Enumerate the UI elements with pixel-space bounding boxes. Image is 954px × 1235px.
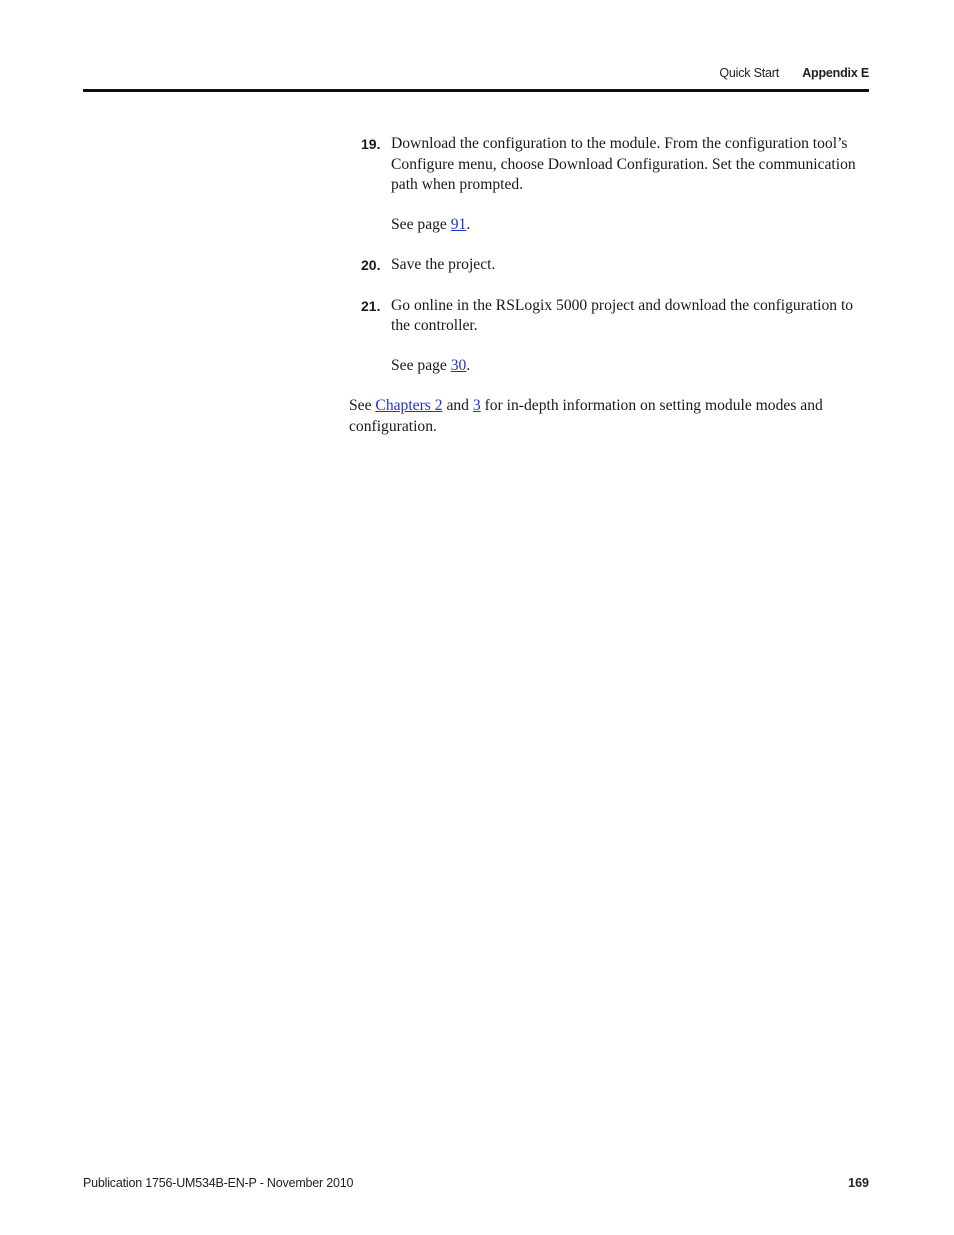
step-number: 19. — [361, 136, 381, 152]
step-21 — [349, 296, 869, 337]
note-suffix: . — [466, 215, 471, 233]
step-text: Save the project. — [391, 256, 496, 273]
note-prefix: See page — [391, 215, 451, 233]
step-text: Download the configuration to the module. From the configuration tool’s Configure menu, choose Download Configuration. Set the communication path when prompted. — [391, 135, 856, 193]
summary-paragraph — [349, 396, 869, 437]
step-19 — [349, 134, 869, 196]
step-number: 20. — [361, 257, 381, 273]
note-prefix: See page — [391, 356, 451, 374]
chapter-3-link[interactable]: 3 — [472, 397, 481, 414]
step-number: 21. — [361, 297, 381, 314]
summary-prefix: See — [349, 397, 376, 414]
step-text: Go online in the RSLogix 5000 project and download the configuration to the controller. — [391, 296, 854, 334]
page-number: 169 — [848, 1176, 869, 1190]
page-91-link[interactable]: 91 — [450, 215, 467, 233]
summary-mid: and — [442, 397, 473, 414]
page-header — [83, 64, 869, 84]
page-30-link[interactable]: 30 — [450, 356, 467, 374]
step-20 — [349, 255, 869, 276]
publication-info: Publication 1756-UM534B-EN-P - November 2010 — [83, 1176, 354, 1190]
summary-suffix: for in-depth information on setting module modes and configuration. — [349, 397, 823, 435]
header-rule — [83, 89, 869, 92]
step-19-note — [349, 215, 869, 236]
note-suffix: . — [466, 356, 471, 374]
step-21-note — [349, 356, 869, 377]
main-content — [349, 134, 869, 437]
header-section-title: Quick Start — [719, 66, 779, 80]
page-footer — [83, 1176, 869, 1194]
header-appendix-label: Appendix E — [802, 66, 869, 80]
chapters-2-link[interactable]: Chapters 2 — [375, 397, 443, 414]
